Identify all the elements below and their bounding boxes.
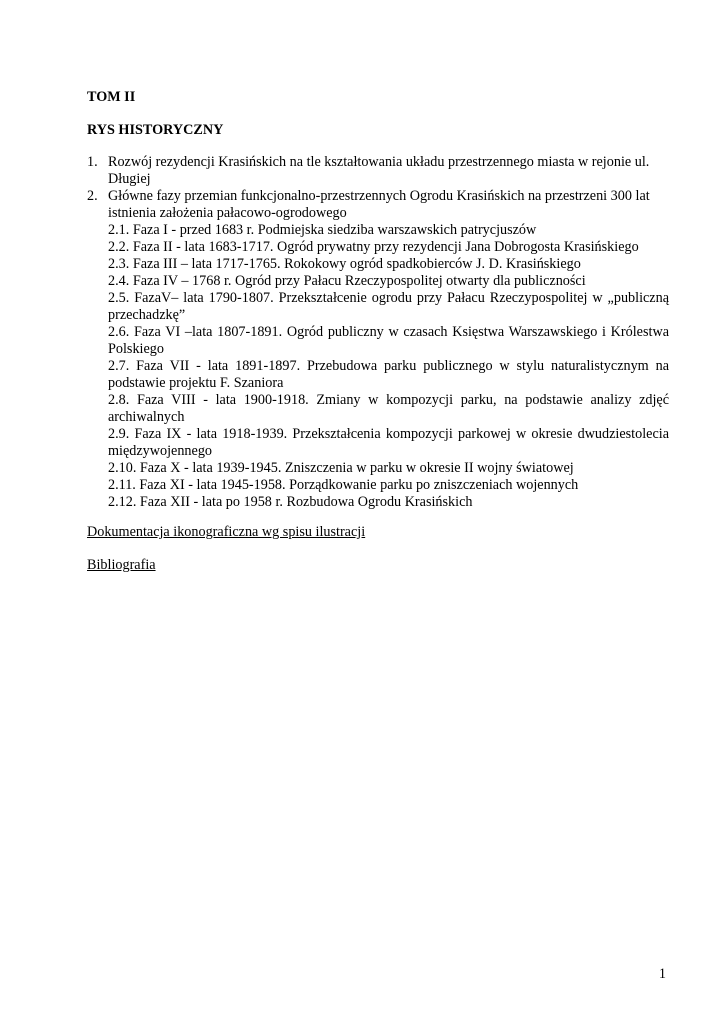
toc-subitem: 2.1. Faza I - przed 1683 r. Podmiejska siedziba warszawskich patrycjuszów bbox=[108, 222, 537, 238]
toc-subitem: 2.5. FazaV– lata 1790-1807. Przekształcenie ogrodu przy Pałacu Rzeczypospolitej w „publiczną przechadzkę” bbox=[108, 290, 669, 323]
toc-subitem: 2.2. Faza II - lata 1683-1717. Ogród prywatny przy rezydencji Jana Dobrogosta Krasińskiego bbox=[108, 239, 639, 255]
toc-subitem: 2.9. Faza IX - lata 1918-1939. Przekształcenia kompozycji parkowej w okresie dwudziestolecia międzywojennego bbox=[108, 426, 669, 459]
volume-title: TOM II bbox=[87, 89, 136, 105]
iconography-link[interactable]: Dokumentacja ikonograficzna wg spisu ilustracji bbox=[87, 524, 366, 540]
toc-subitem: 2.4. Faza IV – 1768 r. Ogród przy Pałacu Rzeczypospolitej otwarty dla publiczności bbox=[108, 273, 586, 289]
toc-item-text: Rozwój rezydencji Krasińskich na tle kształtowania układu przestrzennego miasta w rejonie ul. Długiej bbox=[108, 154, 650, 187]
toc-item-text: Główne fazy przemian funkcjonalno-przestrzennych Ogrodu Krasińskich na przestrzeni 300 lat istnienia założenia pałacowo-ogrodowego bbox=[108, 188, 650, 221]
toc-subitem: 2.11. Faza XI - lata 1945-1958. Porządkowanie parku po zniszczeniach wojennych bbox=[108, 477, 579, 493]
table-of-contents bbox=[87, 154, 669, 511]
section-title: RYS HISTORYCZNY bbox=[87, 122, 224, 138]
toc-subitem: 2.10. Faza X - lata 1939-1945. Zniszczenia w parku w okresie II wojny światowej bbox=[108, 460, 574, 476]
page-number: 1 bbox=[658, 966, 666, 982]
toc-item bbox=[87, 154, 669, 188]
toc-subitem: 2.6. Faza VI –lata 1807-1891. Ogród publiczny w czasach Księstwa Warszawskiego i Królestwa Polskiego bbox=[108, 324, 669, 357]
toc-item-number: 1. bbox=[87, 154, 98, 170]
toc-subitem: 2.12. Faza XII - lata po 1958 r. Rozbudowa Ogrodu Krasińskich bbox=[108, 494, 473, 510]
bibliography-link[interactable]: Bibliografia bbox=[87, 557, 156, 573]
toc-item-number: 2. bbox=[87, 188, 98, 204]
toc-subitem: 2.3. Faza III – lata 1717-1765. Rokokowy ogród spadkobierców J. D. Krasińskiego bbox=[108, 256, 581, 272]
toc-subitem: 2.7. Faza VII - lata 1891-1897. Przebudowa parku publicznego w stylu naturalistycznym na podstawie projektu F. Szaniora bbox=[108, 358, 669, 391]
toc-subitem: 2.8. Faza VIII - lata 1900-1918. Zmiany w kompozycji parku, na podstawie analizy zdjęć archiwalnych bbox=[108, 392, 669, 425]
toc-item bbox=[87, 188, 669, 222]
